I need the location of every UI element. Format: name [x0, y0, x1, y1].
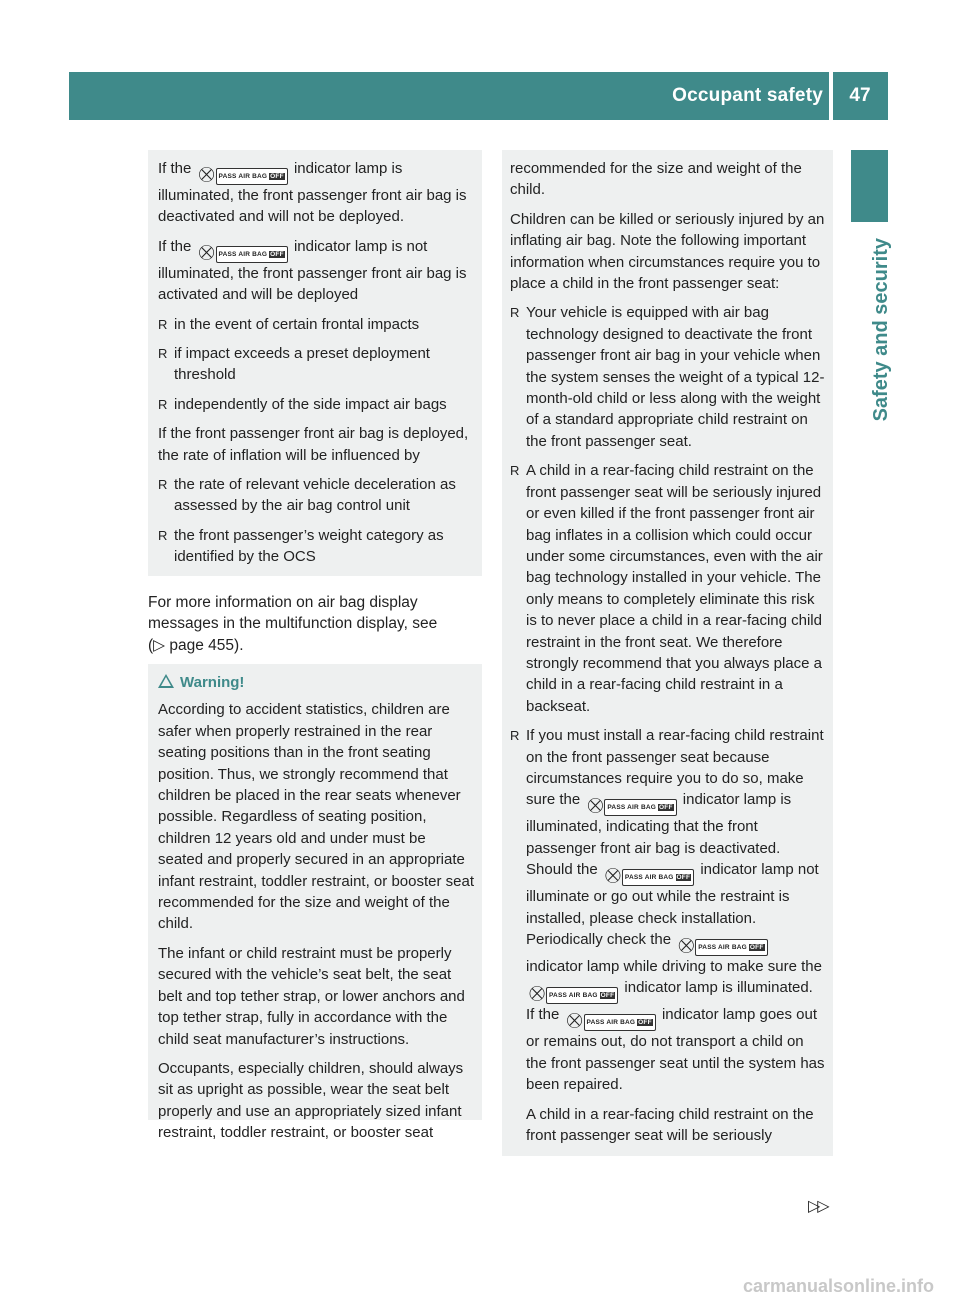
section-tab-label: Safety and security [870, 238, 892, 422]
list-item: R the rate of relevant vehicle deceleration as assessed by the air bag control unit [158, 474, 474, 517]
airbag-indicator-lamp [528, 980, 618, 1004]
pass-air-bag-off-icon: PASS AIR BAG OFF [695, 939, 767, 956]
continued-arrow-icon: ▷▷ [808, 1198, 827, 1215]
paragraph: Children can be killed or seriously injured by an inflating air bag. Note the following important information when circumstances require you to place a child in the front passenger seat: [510, 210, 825, 293]
child-seat-icon: ⛒ [678, 937, 694, 954]
pass-air-bag-off-icon: PASS AIR BAG OFF [622, 869, 694, 886]
pass-air-bag-off-icon: PASS AIR BAG OFF [604, 799, 676, 816]
paragraph: The infant or child restraint must be properly secured with the vehicle’s seat belt, the seat belt and top tether strap, or lower anchors and top tether strap, fully in accordance with the child seat manufacturer’s instructions. [158, 944, 465, 1048]
pass-air-bag-off-icon: PASS AIR BAG OFF [546, 987, 618, 1004]
page-reference-link[interactable]: (▷ page 455). [148, 636, 244, 654]
list-item: R Your vehicle is equipped with air bag technology designed to deactivate the front passenger front air bag in your vehicle when the system senses the weight of a typical 12-month-old child or less along with the weight of a standard appropriate child restraint on the front passenger seat. [510, 302, 825, 452]
paragraph: Occupants, especially children, should always sit as upright as possible, wear the seat belt properly and use an appropriately sized infant restraint, toddler restraint, or booster seat [158, 1059, 464, 1142]
airbag-indicator-lamp [677, 932, 767, 956]
page-title: Occupant safety [672, 85, 823, 106]
warning-box-continued [502, 150, 833, 1156]
paragraph: According to accident statistics, children are safer when properly restrained in the rear seating positions than in the front seating position. Thus, we strongly recommend that children be placed in the rear seats whenever possible. Regardless of seating position, children 12 years old and under must be seated and properly secured in an appropriate infant restraint, toddler restraint, or booster seat recommended for the size and weight of the child. [158, 701, 474, 933]
list-item: R in the event of certain frontal impacts [158, 314, 474, 335]
page-number: 47 [849, 85, 871, 106]
warning-box [148, 664, 482, 1142]
warning-heading: Warning! [158, 672, 474, 693]
paragraph: If the ⛒ PASS AIR BAG OFF indicator lamp is not illuminated, the front passenger front air bag is activated and will be deployed [158, 237, 467, 304]
list-item: R If you must install a rear-facing child restraint on the front passenger seat because circumstances require you to do so, make sure the ⛒ PASS AIR BAG OFF indicator lamp is illuminated, indicating that the front passenger front air bag is deactivated. Should the ⛒ PASS AIR BAG OFF indicator lamp not illuminate or go out while the restraint is installed, please check installation. Periodically check the ⛒ PASS AIR BAG OFF indicator lamp while driving to make sure the ⛒ PASS AIR BAG OFF indicator lamp is illuminated. If the ⛒ PASS AIR BAG OFF indicator lamp goes out or remains out, do not transport a child on the front passenger seat until the system has been repaired. [510, 725, 825, 1095]
paragraph: If the front passenger front air bag is deployed, the rate of inflation will be influenced by [158, 425, 469, 464]
list-item: R the front passenger’s weight category as identified by the OCS [158, 525, 474, 568]
section-tab-label-wrap [855, 238, 892, 498]
section-tab [851, 150, 888, 222]
child-seat-icon: ⛒ [587, 797, 604, 815]
body-paragraph: For more information on air bag display messages in the multifunction display, see (▷ page 455). [148, 594, 438, 654]
airbag-indicator-lamp [198, 239, 288, 263]
paragraph: If the ⛒ PASS AIR BAG OFF indicator lamp is illuminated, the front passenger front air bag is deactivated and will not be deployed. [158, 160, 467, 226]
list-item: R independently of the side impact air bags [158, 394, 474, 415]
airbag-indicator-lamp [586, 792, 676, 816]
child-seat-icon: ⛒ [605, 867, 621, 885]
airbag-indicator-lamp [566, 1007, 656, 1031]
child-seat-icon: ⛒ [198, 243, 215, 261]
pass-air-bag-off-icon: PASS AIR BAG OFF [216, 246, 288, 263]
airbag-indicator-lamp [198, 161, 288, 185]
header-divider [829, 72, 833, 120]
warning-triangle-icon [158, 674, 174, 688]
child-seat-icon: ⛒ [529, 985, 545, 1003]
watermark: carmanualsonline.info [742, 1276, 934, 1296]
info-box-left [148, 150, 482, 576]
pass-air-bag-off-icon: PASS AIR BAG OFF [584, 1014, 656, 1031]
paragraph: recommended for the size and weight of the child. [510, 160, 802, 199]
list-item: R if impact exceeds a preset deployment threshold [158, 343, 474, 386]
child-seat-icon: ⛒ [566, 1012, 583, 1030]
paragraph: A child in a rear-facing child restraint on the front passenger seat will be seriously [526, 1105, 814, 1145]
pass-air-bag-off-icon: PASS AIR BAG OFF [216, 168, 288, 185]
list-item: R A child in a rear-facing child restraint on the front passenger seat will be seriously injured or even killed if the front passenger front air bag inflates in a collision which could occur under some circumstances, even with the air bag technology installed in your vehicle. The only means to completely eliminate this risk is to never place a child in a rear-facing child restraint in the front seat. We therefore strongly recommend that you always place a child in a rear-facing child restraint in a backseat. [510, 460, 825, 717]
child-seat-icon: ⛒ [198, 166, 215, 183]
airbag-indicator-lamp [604, 862, 694, 886]
